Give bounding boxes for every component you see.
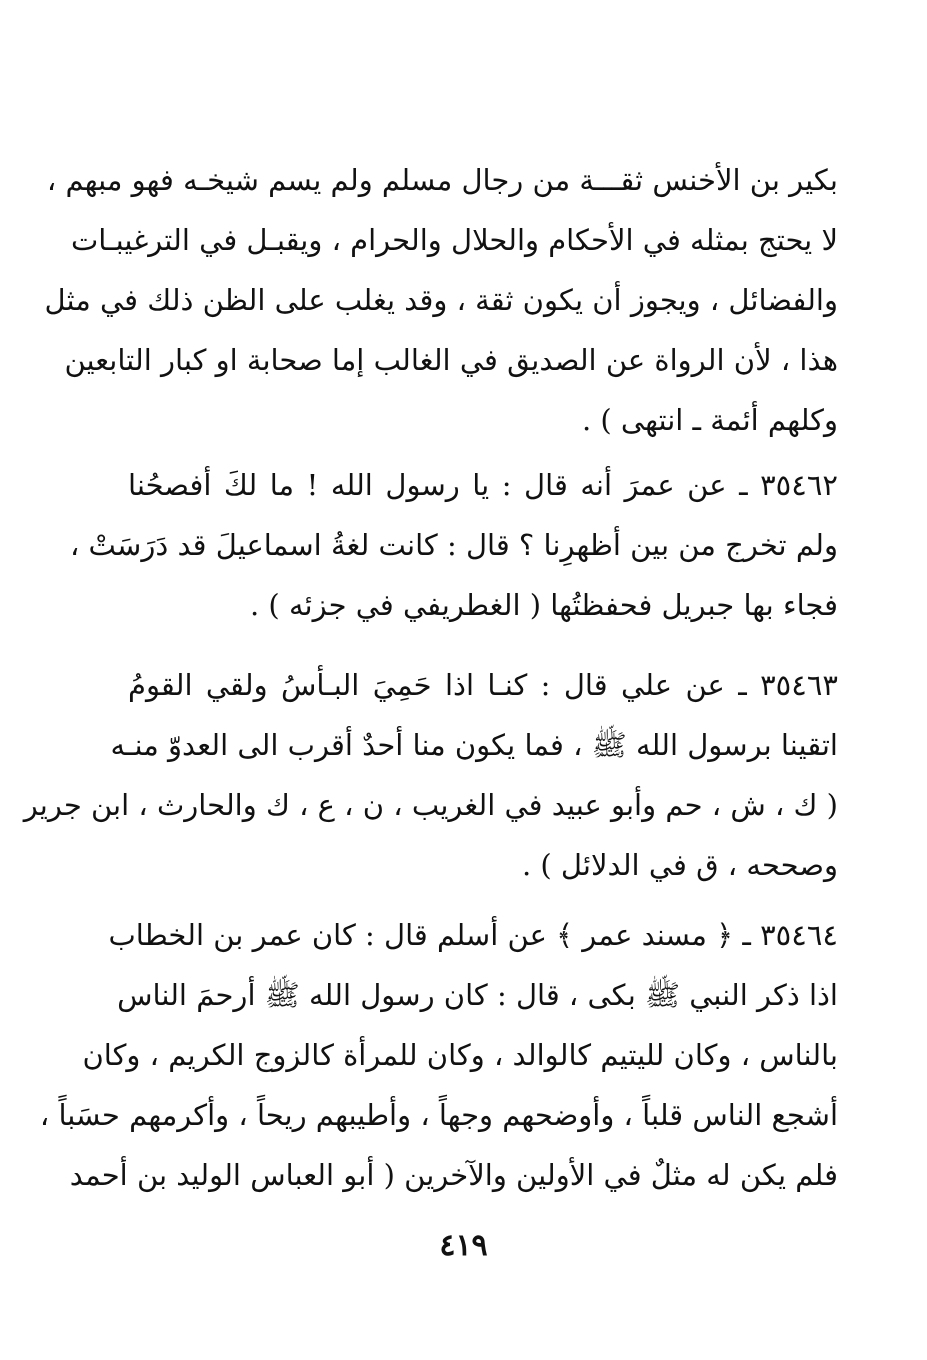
text-line: وكلهم أئمة ـ انتهى ) . xyxy=(581,403,838,437)
text-line: ٣٥٤٦٤ ـ ﴿ مسند عمر ﴾ عن أسلم قال : كان عمر بن الخطاب xyxy=(108,918,838,952)
text-line: بكير بن الأخنس ثقـــة من رجال مسلم ولم يسم شيخـه فهو مبهم ، xyxy=(46,163,838,197)
text-line: ولم تخرج من بين أظهرِنا ؟ قال : كانت لغةُ اسماعيلَ قد دَرَسَتْ ، xyxy=(69,528,838,562)
hadith-35462 xyxy=(69,455,838,635)
text-line: ٣٥٤٦٣ ـ عن علي قال : كنـا اذا حَمِيَ البـأسُ ولقي القومُ xyxy=(128,668,838,702)
text-line: اذا ذكر النبي ﷺ بكى ، قال : كان رسول الله ﷺ أرحمَ الناس xyxy=(117,978,838,1012)
text-line: هذا ، لأن الرواة عن الصديق في الغالب إما صحابة او كبار التابعين xyxy=(64,343,838,377)
text-line: فلم يكن له مثلٌ في الأولين والآخرين ( أبو العباس الوليد بن أحمد xyxy=(69,1158,838,1192)
text-line: بالناس ، وكان لليتيم كالوالد ، وكان للمرأة كالزوج الكريم ، وكان xyxy=(82,1038,838,1072)
text-line: فجاء بها جبريل فحفظتُها ( الغطريفي في جزئه ) . xyxy=(249,588,838,622)
page-number: ٤١٩ xyxy=(439,1228,488,1263)
text-line: والفضائل ، ويجوز أن يكون ثقة ، وقد يغلب على الظن ذلك في مثل xyxy=(44,283,838,317)
text-line: وصححه ، ق في الدلائل ) . xyxy=(521,848,838,882)
hadith-35464 xyxy=(39,905,838,1205)
text-line: اتقينا برسول الله ﷺ ، فما يكون منا أحدٌ أقرب الى العدوّ منـه xyxy=(110,728,838,762)
paragraph-continuation xyxy=(44,150,838,450)
text-line: ( ك ، ش ، حم وأبو عبيد في الغريب ، ن ، ع ، ك والحارث ، ابن جرير xyxy=(23,788,838,822)
text-line: أشجع الناس قلباً ، وأوضحهم وجهاً ، وأطيبهم ريحاً ، وأكرمهم حسَباً ، xyxy=(39,1098,838,1132)
hadith-35463 xyxy=(23,655,838,895)
text-line: ٣٥٤٦٢ ـ عن عمرَ أنه قال : يا رسول الله ! ما لكَ أفصحُنا xyxy=(128,468,838,502)
text-line: لا يحتج بمثله في الأحكام والحلال والحرام ، ويقبـل في الترغيبـات xyxy=(71,223,838,257)
